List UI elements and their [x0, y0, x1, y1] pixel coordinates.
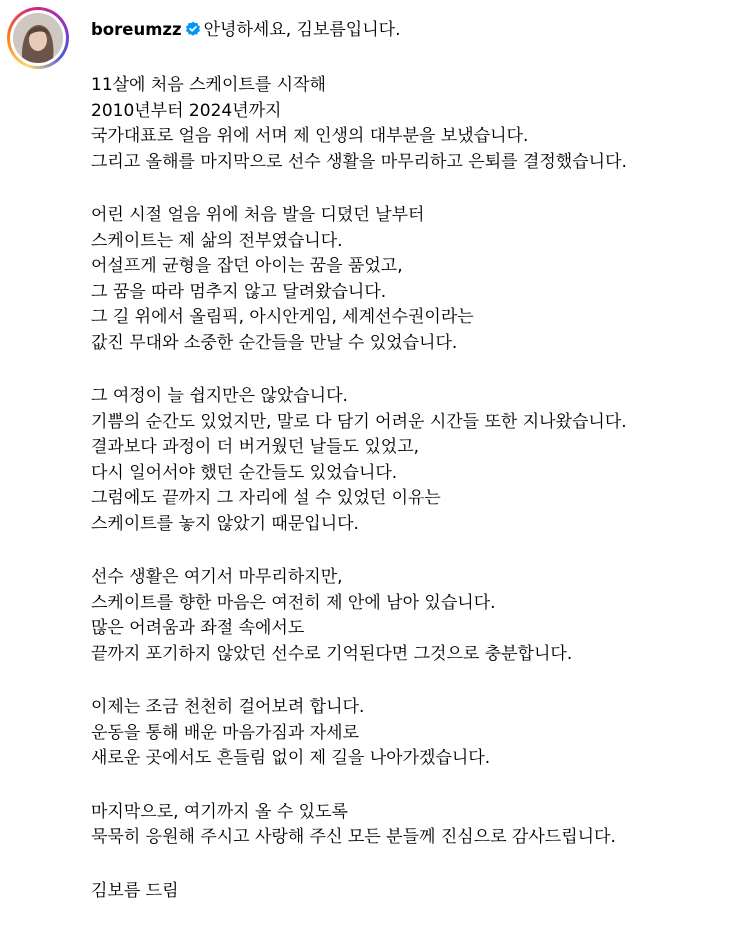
caption-line: 마지막으로, 여기까지 올 수 있도록 [91, 801, 348, 822]
caption-line: 국가대표로 얼음 위에 서며 제 인생의 대부분을 보냈습니다. [91, 126, 529, 146]
caption-line: 결과보다 과정이 더 버거웠던 날들도 있었고, [91, 437, 420, 457]
caption-paragraph [91, 800, 726, 851]
caption-line: 그 꿈을 따라 멈추지 않고 달려왔습니다. [91, 281, 387, 302]
caption-line: 이제는 조금 천천히 걸어보려 합니다. [91, 697, 365, 717]
greeting-text: 안녕하세요, 김보름입니다. [203, 20, 401, 40]
caption-line: 11살에 처음 스케이트를 시작해 [91, 75, 326, 95]
caption-line: 그리고 올해를 마지막으로 선수 생활을 마무리하고 은퇴를 결정했습니다. [91, 151, 627, 172]
caption-header [91, 15, 726, 45]
caption-line: 값진 무대와 소중한 순간들을 만날 수 있었습니다. [91, 332, 458, 353]
caption-line: 새로운 곳에서도 흔들림 없이 제 길을 나아가겠습니다. [91, 748, 491, 768]
caption-line: 그럼에도 끝까지 그 자리에 설 수 있었던 이유는 [91, 488, 441, 508]
caption-paragraph [91, 695, 726, 772]
caption-line: 많은 어려움과 좌절 속에서도 [91, 618, 305, 638]
verified-badge-icon [185, 17, 201, 47]
caption-line: 그 길 위에서 올림픽, 아시안게임, 세계선수권이라는 [91, 307, 474, 327]
story-ring[interactable] [7, 7, 69, 69]
signature: 김보름 드림 [91, 880, 179, 901]
caption-paragraph [91, 565, 726, 667]
profile-photo [13, 13, 63, 63]
caption-line: 운동을 통해 배운 마음가짐과 자세로 [91, 722, 359, 743]
caption-line: 2010년부터 2024년까지 [91, 100, 282, 121]
caption-line: 스케이트는 제 삶의 전부였습니다. [91, 230, 343, 251]
caption-line: 어린 시절 얼음 위에 처음 발을 디뎠던 날부터 [91, 205, 425, 225]
caption-line: 다시 일어서야 했던 순간들도 있었습니다. [91, 462, 398, 483]
avatar[interactable] [13, 13, 63, 63]
caption-paragraph [91, 203, 726, 356]
username-link[interactable]: boreumzz [91, 20, 182, 39]
caption-paragraph [91, 73, 726, 175]
caption-line: 그 여정이 늘 쉽지만은 않았습니다. [91, 386, 348, 406]
caption-paragraph [91, 384, 726, 537]
caption-line: 스케이트를 향한 마음은 여전히 제 안에 남아 있습니다. [91, 592, 496, 613]
caption-body [91, 15, 726, 904]
caption-line: 어설프게 균형을 잡던 아이는 꿈을 품었고, [91, 256, 403, 276]
caption-line: 묵묵히 응원해 주시고 사랑해 주신 모든 분들께 진심으로 감사드립니다. [91, 827, 616, 847]
caption-line: 선수 생활은 여기서 마무리하지만, [91, 567, 343, 587]
caption-line: 끝까지 포기하지 않았던 선수로 기억된다면 그것으로 충분합니다. [91, 643, 573, 664]
caption-line: 기쁨의 순간도 있었지만, 말로 다 담기 어려운 시간들 또한 지나왔습니다. [91, 411, 627, 432]
caption-line: 스케이트를 놓지 않았기 때문입니다. [91, 513, 359, 534]
